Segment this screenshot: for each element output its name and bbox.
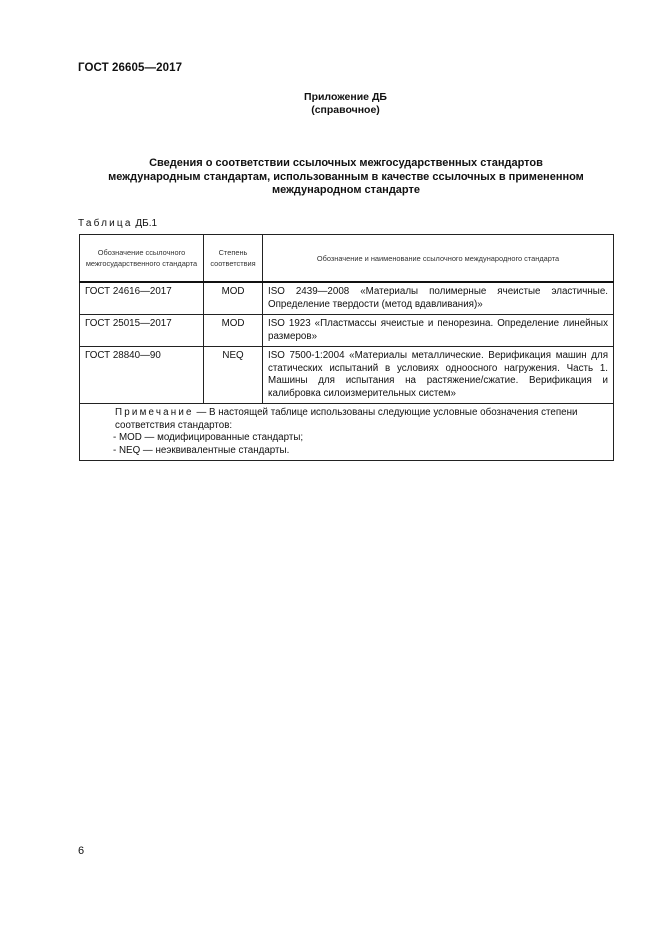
cell-standard: ГОСТ 24616—2017 [80, 282, 204, 315]
column-header-international: Обозначение и наименование ссылочного международного стандарта [263, 235, 614, 283]
appendix-subtitle: (справочное) [311, 104, 380, 116]
table-header-row [80, 235, 614, 283]
table-row [80, 315, 614, 347]
note-text: — В настоящей таблице использованы следующие условные обозначения степени соответствия стандартов: [115, 407, 578, 431]
page-number: 6 [78, 845, 85, 857]
cell-standard: ГОСТ 28840—90 [80, 347, 204, 404]
cell-degree: NEQ [204, 347, 263, 404]
table-note-row [80, 404, 614, 461]
section-heading [78, 157, 614, 198]
heading-line-3: международном стандарте [271, 184, 421, 196]
column-header-degree: Степень соответствия [204, 235, 263, 283]
table-row [80, 282, 614, 315]
column-header-standard: Обозначение ссылочного межгосударственного стандарта [80, 235, 204, 283]
note-item-neq: - NEQ — неэквивалентные стандарты. [113, 444, 290, 456]
standards-table [79, 234, 614, 461]
table-caption-number: ДБ.1 [135, 218, 158, 229]
document-id: ГОСТ 26605—2017 [78, 62, 183, 74]
cell-degree: MOD [204, 315, 263, 347]
table-note [80, 404, 614, 461]
note-label: Примечание [115, 407, 194, 418]
heading-line-1: Сведения о соответствии ссылочных межгосударственных стандартов [149, 157, 543, 169]
cell-degree: MOD [204, 282, 263, 315]
cell-international: ISO 7500-1:2004 «Материалы металлические. Верификация машин для статических испытаний в условиях одноосного нагружения. Часть 1. Машины для испытания на растяжение/сжатие. Верификация и калибровка силоизмерительных систем» [263, 347, 614, 404]
heading-line-2: международным стандартам, использованным в качестве ссылочных в примененном [108, 170, 584, 183]
note-item-mod: - MOD — модифицированные стандарты; [113, 432, 304, 443]
table-caption [78, 218, 157, 229]
table-row [80, 347, 614, 404]
note-paragraph [85, 407, 608, 432]
cell-international: ISO 1923 «Пластмассы ячеистые и пенорезина. Определение линейных размеров» [263, 315, 614, 347]
cell-international: ISO 2439—2008 «Материалы полимерные ячеистые эластичные. Определение твердости (метод вдавливания)» [263, 282, 614, 315]
appendix-title: Приложение ДБ [304, 91, 387, 103]
table-caption-label: Таблица [78, 218, 133, 229]
appendix-header [0, 91, 661, 117]
cell-standard: ГОСТ 25015—2017 [80, 315, 204, 347]
